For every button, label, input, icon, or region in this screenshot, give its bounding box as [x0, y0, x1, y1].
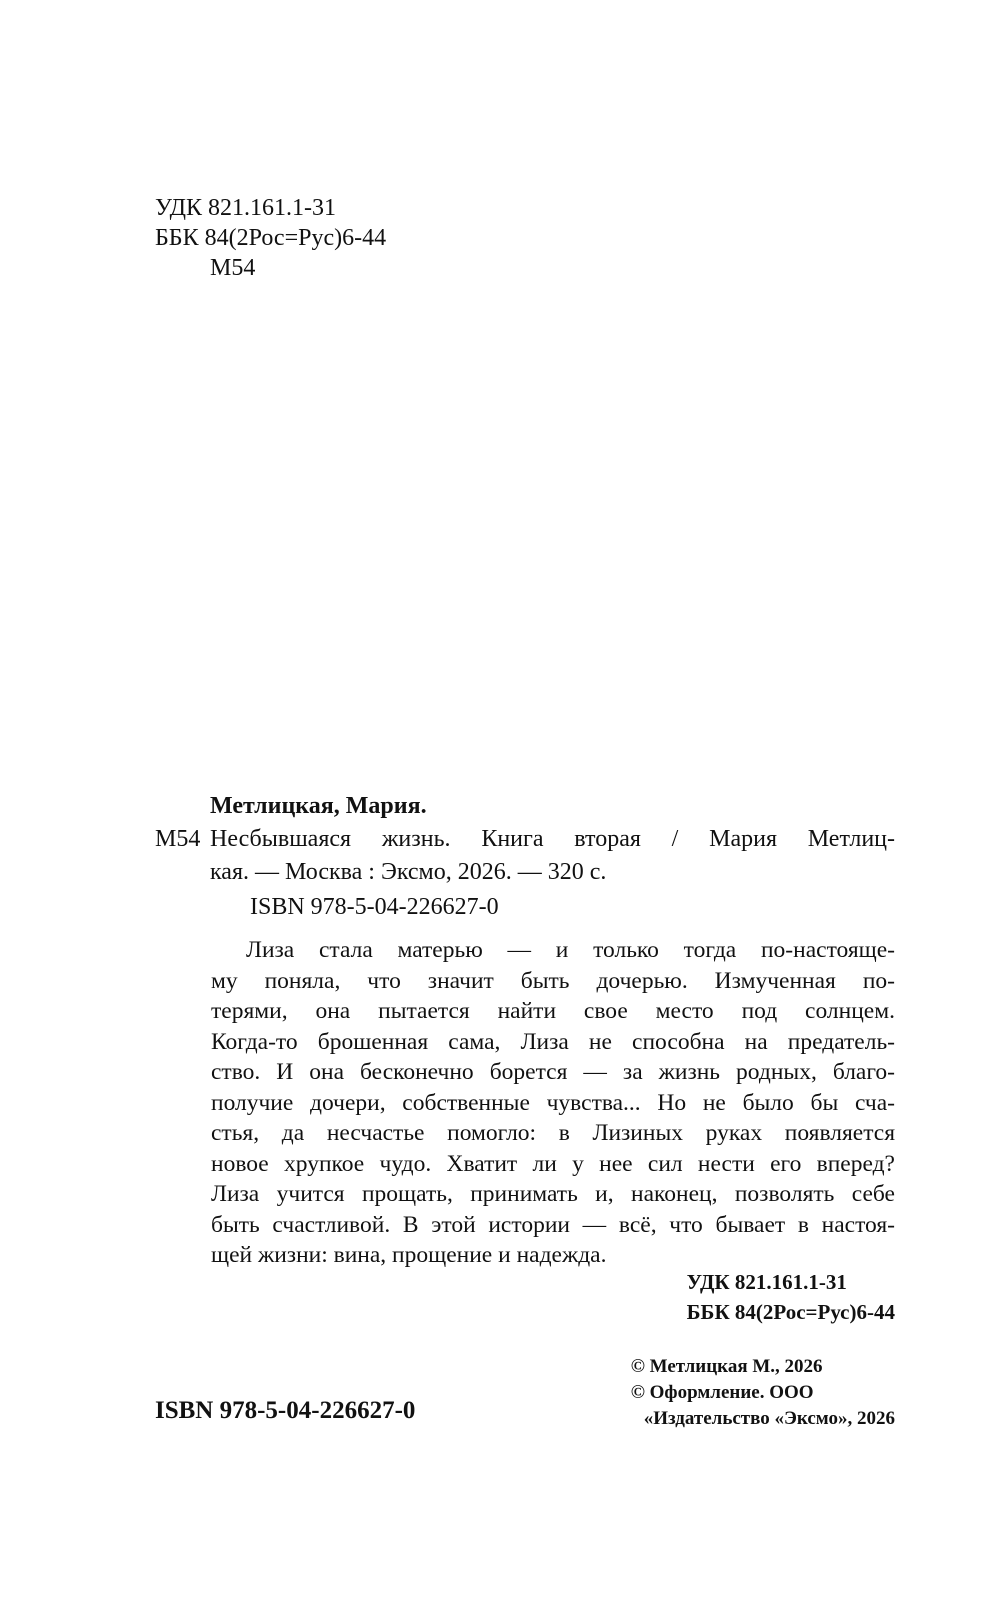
entry-line: кая. — Москва : Эксмо, 2026. — 320 с. [210, 859, 607, 885]
annotation-line: щей жизни: вина, прощение и надежда. [211, 1242, 607, 1268]
annotation-line: быть счастливой. В этой истории — всё, что бывает в настоя- [211, 1211, 895, 1238]
classification-codes-bottom [687, 1267, 895, 1327]
annotation-line: Лиза учится прощать, принимать и, наконец, позволять себе [211, 1181, 895, 1207]
entry-isbn: ISBN 978-5-04-226627-0 [250, 894, 499, 920]
entry-line: Несбывшаяся жизнь. Книга вторая / Мария Метлиц- [210, 826, 895, 852]
annotation-line: стья, да несчастье помогло: в Лизиных руках появляется [211, 1120, 895, 1146]
annotation-line: получие дочери, собственные чувства... Но не было бы сча- [211, 1089, 895, 1116]
udk-code: УДК 821.161.1-31 [155, 195, 336, 221]
bibliographic-entry [155, 790, 895, 924]
copyright-notice [631, 1354, 895, 1432]
annotation-line: Лиза стала матерью — и только тогда по-настояще- [246, 937, 895, 963]
author-mark: М54 [210, 255, 256, 281]
entry-text [210, 823, 895, 889]
udk-code: УДК 821.161.1-31 [686, 1270, 847, 1294]
annotation-line: ство. И она бесконечно борется — за жизнь родных, благо- [211, 1059, 895, 1085]
entry-description [155, 823, 895, 889]
isbn-bottom: ISBN 978-5-04-226627-0 [155, 1397, 416, 1424]
copyright-line: «Издательство «Эксмо», 2026 [643, 1408, 895, 1429]
copyright-line: © Оформление. ООО [630, 1382, 814, 1403]
annotation [211, 935, 895, 1271]
annotation-line: терями, она пытается найти свое место под солнцем. [211, 998, 895, 1024]
entry-author-mark: М54 [155, 826, 201, 852]
annotation-line: му поняла, что значит быть дочерью. Измученная по- [211, 967, 895, 994]
bbk-code: ББК 84(2Рос=Рус)6-44 [155, 225, 387, 251]
annotation-line: новое хрупкое чудо. Хватит ли у нее сил нести его вперед? [211, 1150, 895, 1177]
annotation-line: Когда-то брошенная сама, Лиза не способна на предатель- [211, 1028, 895, 1055]
bbk-code: ББК 84(2Рос=Рус)6-44 [686, 1300, 895, 1324]
classification-codes-top [155, 193, 386, 283]
copyright-line: © Метлицкая М., 2026 [630, 1356, 823, 1377]
entry-author: Метлицкая, Мария. [210, 793, 427, 819]
